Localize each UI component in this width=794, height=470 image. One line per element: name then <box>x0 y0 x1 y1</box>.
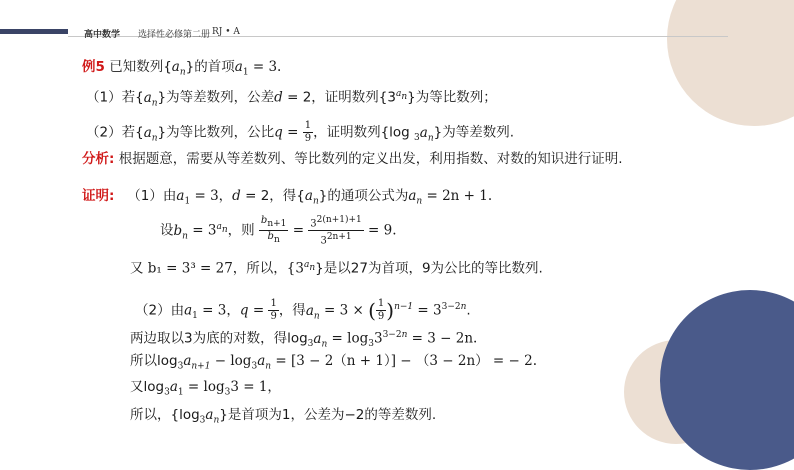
proof-l1-a: （1）由 <box>127 188 177 204</box>
proof-l7-c: 3 = 1， <box>230 379 281 395</box>
proof-line-1: 证明: （1）由$a_1 = 3$，d = 2，得$\{a_n\}$的通项公式为$a_n = 2n + 1$. <box>82 188 493 207</box>
analysis-label: 分析: <box>82 151 115 167</box>
proof-l3-b: }是以27为首项，9为公比的等比数列. <box>315 260 543 277</box>
proof-l1-d: }的通项公式为 <box>318 188 409 204</box>
proof-l1-b: = 3， <box>190 188 233 204</box>
proof-l7-a: 又log <box>130 379 165 395</box>
proof-l1-c: = 2，得{ <box>240 188 305 204</box>
question-1: （1）若$\{a_n\}$为等差数列，公差d = 2，证明数列$\{3^{a_n}\}$为等比数列； <box>86 89 497 109</box>
q2-part-d: }为等差数列. <box>433 124 515 141</box>
proof-line-5: 两边取以3为底的对数，得$\log_3a_n = \log_33^{3-2n} = 3 - 2n$. <box>130 330 478 350</box>
example-label: 例5 <box>82 59 105 75</box>
q1-part-b: }为等差数列，公差 <box>157 89 275 106</box>
q2-part-b: }为等比数列，公比 <box>157 124 275 141</box>
proof-l6-c: = [3 − 2（n + 1）] − （3 − 2n） = − 2. <box>271 353 538 369</box>
fraction-base-one-ninth: $\frac{1}{9}$ <box>377 298 385 322</box>
proof-line-3: 又 b₁ = 3³ = 27，所以，$\{3^{a_n}\}$是以27为首项，9为公比的等比数列. <box>130 260 543 277</box>
fraction-one-ninth: $\frac{1}{9}$ <box>304 120 312 144</box>
proof-l2-a: 设 <box>160 222 174 239</box>
example-intro-eq: = 3. <box>248 59 282 75</box>
fraction-q-one-ninth: $\frac{1}{9}$ <box>270 298 277 322</box>
question-2: （2）若$\{a_n\}$为等比数列，公比q = $\frac{1}{9}$ ，证明数列{log $_3a_n$}为等差数列. <box>86 120 515 144</box>
example-intro-tail: }的首项 <box>185 59 235 75</box>
proof-l4-f: . <box>466 302 471 319</box>
header-accent-bar <box>0 29 68 34</box>
example-statement: 例5 已知数列$\{a_n\}$的首项$a_1 = 3$. <box>82 59 282 78</box>
fraction-power-ratio: $\frac{3^{2(n+1)+1}}{3^{2n+1}}$ <box>310 214 362 247</box>
proof-l2-d: = 9. <box>363 222 397 239</box>
header-book: 选择性必修第二册 <box>138 30 211 40</box>
proof-l4-e: = 3 <box>413 302 442 319</box>
proof-l4-a: （2）由 <box>135 302 185 319</box>
analysis-line <box>82 150 623 168</box>
proof-l5-c: = 3 − 2n. <box>407 330 478 347</box>
proof-label: 证明: <box>82 188 115 204</box>
proof-l2-b: = 3 <box>187 222 217 239</box>
proof-l8-b: }是首项为1，公差为−2的等差数列. <box>219 407 437 423</box>
proof-l4-d: = 3 × <box>319 302 364 319</box>
proof-line-7: 又$\log_3a_1 = \log_33 = 1$， <box>130 379 281 398</box>
decorative-circle-top <box>667 0 794 126</box>
proof-l8-a: 所以，{log <box>130 407 200 423</box>
proof-l2-c: ，则 <box>227 222 255 239</box>
proof-l6-a: 所以log <box>130 353 178 369</box>
proof-line-6: 所以$\log_3a_{n+1} - \log_3a_n = [3 - 2(n + 1)] - (3 - 2n)$ = − 2. <box>130 353 538 372</box>
proof-l5-b: = log <box>327 330 369 347</box>
proof-line-4: （2）由$a_1 = 3$，q = $\frac{1}{9}$ ，得$a_n = 3$ × ( $\frac{1}{9}$ )$^{n-1} = 3^{3-2n}$. <box>135 298 471 323</box>
header-edition: RJ • A <box>212 27 240 37</box>
header-subject: 高中数学 <box>84 30 121 40</box>
analysis-text: 根据题意，需要从等差数列、等比数列的定义出发，利用指数、对数的知识进行证明. <box>118 151 623 167</box>
fraction-b-ratio: $\frac{b_{n+1}}{b_n}$ <box>260 215 287 245</box>
q1-part-d: }为等比数列； <box>407 89 497 106</box>
q2-part-a: （2）若{ <box>86 124 144 141</box>
q1-part-c: = 2，证明数列{3 <box>282 89 396 106</box>
proof-l1-e: = 2n + 1. <box>422 188 493 204</box>
proof-l4-b: = 3， <box>197 302 240 319</box>
proof-line-2: 设$b_n = 3^{a_n}$，则 $\frac{b_{n+1}}{b_n}$ = $\frac{3^{2(n+1)+1}}{3^{2n+1}}$ = 9. <box>160 214 397 247</box>
q1-part-a: （1）若{ <box>86 89 144 106</box>
proof-l7-b: = log <box>183 379 225 395</box>
proof-l5-a: 两边取以3为底的对数，得log <box>130 330 308 347</box>
proof-l3: 又 b₁ = 3³ = 27，所以，{3 <box>130 260 304 277</box>
q2-part-c: ，证明数列{log <box>313 124 415 141</box>
proof-l4-c: ，得 <box>278 302 306 319</box>
proof-l6-b: − log <box>210 353 252 369</box>
proof-line-8: 所以，$\{\log_3a_n\}$是首项为1，公差为−2的等差数列. <box>130 407 437 426</box>
example-intro: 已知数列{ <box>109 59 172 75</box>
